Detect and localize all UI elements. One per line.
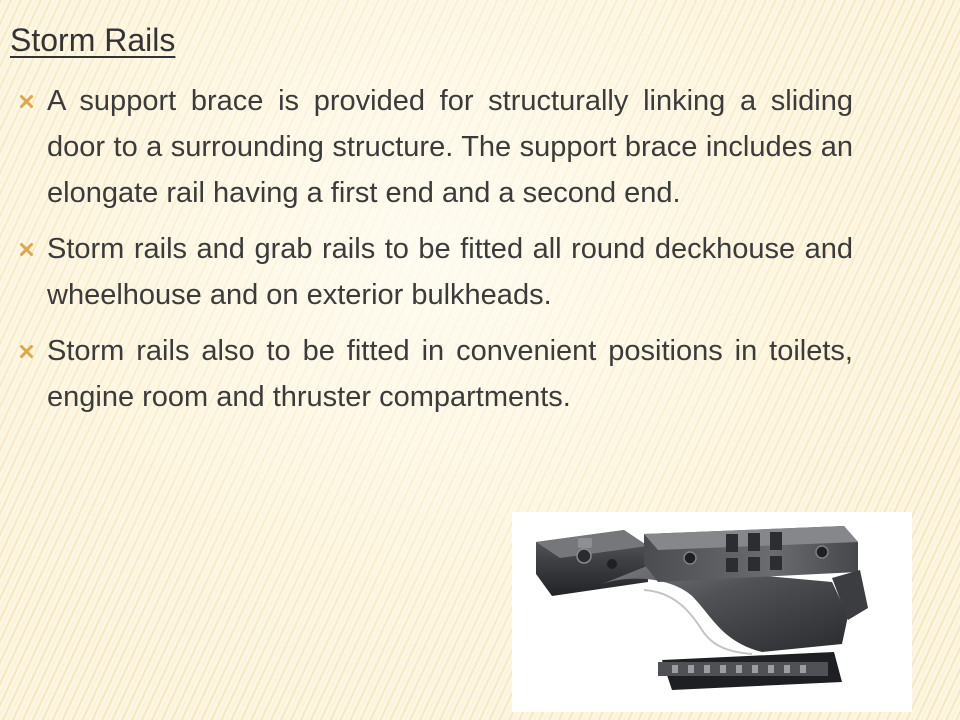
bullet-text: A support brace is provided for structurally linking a sliding door to a surrounding structure. The support brace includes an elongate rail having a first end and a second end. xyxy=(47,85,853,209)
x-mark-bullet-icon xyxy=(20,226,38,272)
slide-title: Storm Rails xyxy=(10,22,176,58)
bullet-text: Storm rails and grab rails to be fitted all round deckhouse and wheelhouse and on exterior bulkheads. xyxy=(47,233,853,311)
bullet-item xyxy=(20,78,853,216)
x-mark-bullet-icon xyxy=(20,328,38,374)
rail-mount-illustration xyxy=(512,512,912,712)
rail-mount-photo xyxy=(512,512,912,712)
bullet-item xyxy=(20,226,853,318)
x-mark-bullet-icon xyxy=(20,78,38,124)
bullet-item xyxy=(20,328,853,420)
bullet-list xyxy=(20,78,853,430)
bullet-text: Storm rails also to be fitted in convenient positions in toilets, engine room and thruster compartments. xyxy=(47,335,853,413)
